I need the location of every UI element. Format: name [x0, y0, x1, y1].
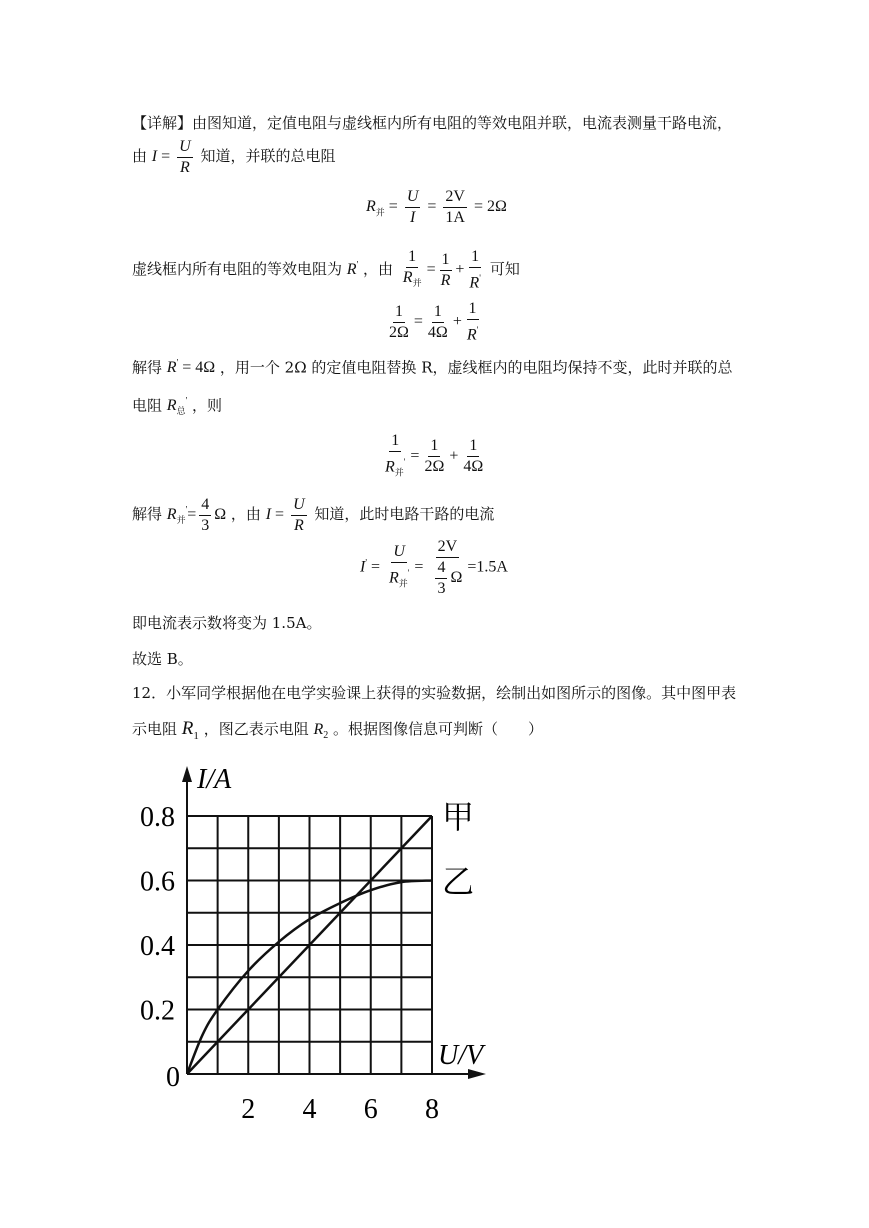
- y-axis-arrow: [182, 766, 192, 782]
- x-tick-label: 6: [363, 1094, 378, 1120]
- y-tick-label: 0.2: [140, 995, 175, 1027]
- equation-4: I' = $\frac{U}{R_并'}$ = 2V $\frac{4}{3}$ Ω =1.5A: [360, 538, 508, 597]
- x-axis-label: U/V: [438, 1040, 484, 1071]
- y-tick-label: 0.4: [140, 931, 175, 962]
- detail-line-3: [132, 248, 520, 292]
- text-fragment: ，由: [230, 505, 261, 524]
- ohms-law-formula-2: I = $\frac{U}{R}$: [265, 496, 305, 534]
- detail-line-4: [132, 352, 733, 379]
- detail-line-7: 即电流表示数将变为 1.5A。: [132, 614, 322, 632]
- text-fragment: 解得: [132, 358, 163, 377]
- text-fragment: 示电阻: [132, 720, 178, 738]
- r2-symbol: $R_2$: [313, 721, 329, 742]
- series-yi-label: 乙: [442, 863, 475, 900]
- text-fragment: 知道，此时电路干路的电流: [314, 505, 495, 524]
- question-line-1: 12．小军同学根据他在电学实验课上获得的实验数据，绘制出如图所示的图像。其中图甲表: [132, 684, 737, 702]
- text-fragment: 虚线框内所有电阻的等效电阻为: [132, 259, 343, 278]
- text-fragment: 解得: [132, 505, 163, 524]
- text-fragment: ，图乙表示电阻: [203, 720, 309, 738]
- ohms-law-formula: I = $\frac{U}{R}$: [151, 138, 191, 176]
- x-tick-label: 2: [241, 1094, 256, 1120]
- text-fragment: 可知: [489, 259, 520, 278]
- r-prime-symbol: R': [346, 259, 359, 278]
- y-axis-label: I/A: [197, 764, 232, 795]
- r-prime-result: R' = 4Ω: [166, 358, 216, 377]
- text-fragment: ，则: [192, 396, 223, 415]
- text-fragment: 知道，并联的总电阻: [200, 147, 336, 166]
- text-fragment: 由: [132, 147, 148, 166]
- detail-line-5: [132, 390, 222, 423]
- text-fragment: 电阻: [132, 396, 163, 415]
- parallel-formula: $\frac{1}{R_并}$ = $\frac{1}{R}$ + $\frac{1}{R'}$: [402, 248, 481, 292]
- x-tick-label: 8: [425, 1094, 439, 1120]
- question-line-2: [132, 718, 543, 747]
- equation-1: $R_并$ = $\frac{U}{I}$ = $\frac{2V}{1A}$ = 2Ω: [366, 188, 507, 226]
- detail-line-8: 故选 B。: [132, 650, 193, 668]
- r1-symbol: $R_1$: [181, 718, 199, 742]
- text-fragment: ，由: [362, 259, 393, 278]
- y-tick-label: 0.8: [140, 802, 175, 833]
- text-fragment: ，用一个 2Ω 的定值电阻替换 R，虚线框内的电阻均保持不变，此时并联的总: [219, 358, 733, 377]
- iu-chart: [120, 760, 500, 1120]
- origin-label: 0: [166, 1062, 180, 1093]
- detail-line-6: [132, 496, 494, 535]
- y-tick-label: 0.6: [140, 866, 175, 898]
- detail-line-1: 【详解】由图知道，定值电阻与虚线框内所有电阻的等效电阻并联，电流表测量干路电流，: [132, 114, 733, 132]
- r-parallel-result: $R_并'=$ $\frac{4}{3}$ Ω: [166, 496, 227, 534]
- text-fragment: 。根据图像信息可判断（ ）: [333, 720, 544, 738]
- x-tick-label: 4: [302, 1094, 317, 1120]
- detail-line-2: [132, 138, 336, 177]
- equation-3: $\frac{1}{R_并'}$ = $\frac{1}{2\Omega}$ + $\frac{1}{4\Omega}$: [385, 432, 484, 478]
- r-total-symbol: $R_总'$: [166, 396, 188, 417]
- series-jia-label: 甲: [442, 799, 475, 835]
- equation-2: $\frac{1}{2\Omega}$ = $\frac{1}{4\Omega}$ + $\frac{1}{R'}$: [389, 300, 479, 344]
